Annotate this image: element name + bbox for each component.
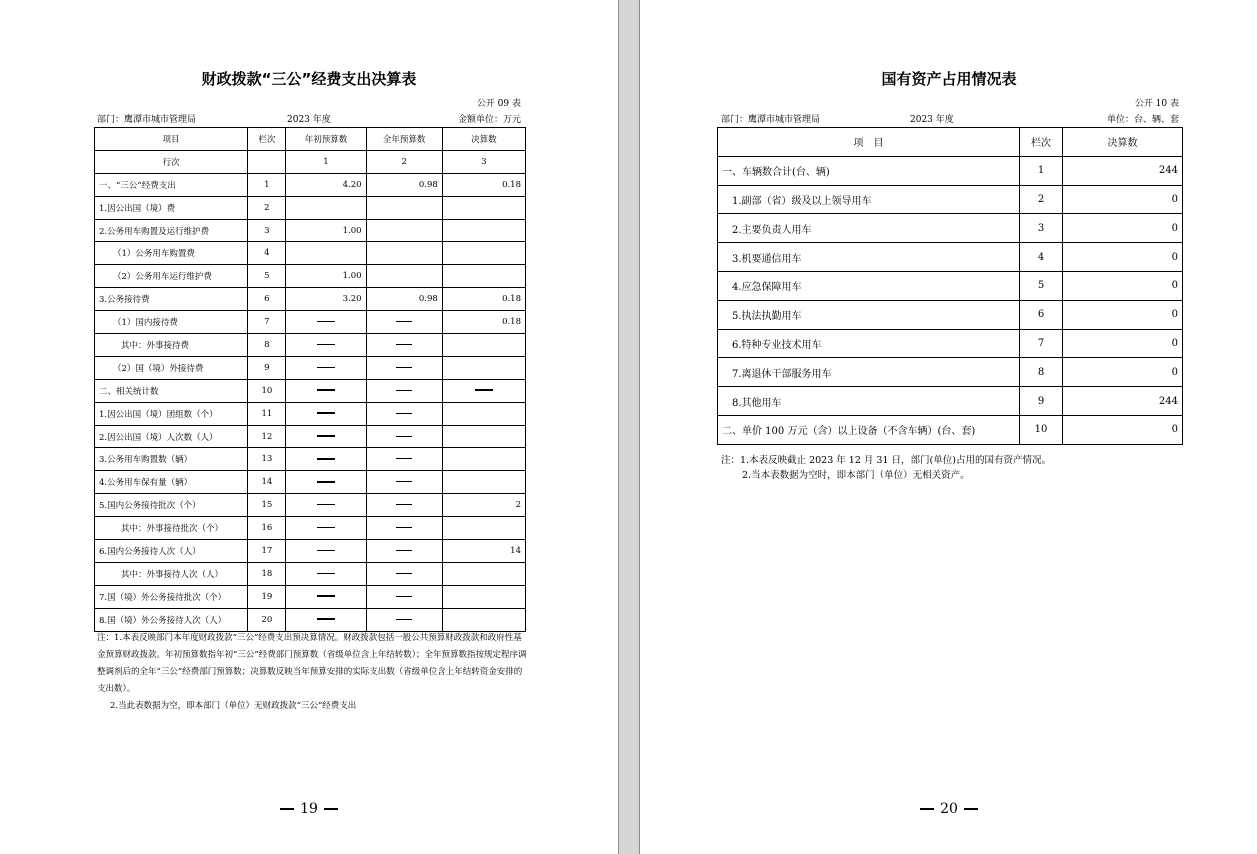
final-cell (442, 334, 525, 357)
item-cell: 4.公务用车保有量（辆） (95, 471, 248, 494)
budget-cell: 1.00 (286, 219, 366, 242)
table-row (718, 300, 1183, 329)
dash-mark (317, 595, 335, 597)
table-row (95, 196, 526, 219)
dash-mark (317, 481, 335, 483)
item-cell: 行次 (95, 150, 248, 173)
dash-mark (396, 390, 412, 391)
header-cell: 栏次 (1020, 128, 1063, 157)
budget-cell (286, 471, 366, 494)
table-row (95, 334, 526, 357)
full-year-budget-cell (366, 494, 442, 517)
state-assets-table (717, 127, 1183, 445)
dash-mark (317, 435, 335, 437)
budget-cell (286, 356, 366, 379)
item-cell: 3.公务接待费 (95, 288, 248, 311)
dash-mark (317, 573, 335, 575)
item-cell: 5.执法执勤用车 (718, 300, 1020, 329)
table-header-row (95, 128, 526, 151)
full-year-budget-cell (366, 356, 442, 379)
table-row (95, 150, 526, 173)
row-number-cell: 3 (1020, 214, 1063, 243)
final-cell: 0 (1063, 271, 1183, 300)
dash-mark (317, 550, 335, 552)
row-number-cell: 14 (248, 471, 286, 494)
final-cell: 244 (1063, 387, 1183, 416)
page-number: 20 (640, 801, 1257, 817)
row-number-cell: 19 (248, 585, 286, 608)
row-number-cell (248, 150, 286, 173)
row-number-cell: 2 (248, 196, 286, 219)
item-cell: 1.因公出国（境）费 (95, 196, 248, 219)
final-cell: 0.18 (442, 311, 525, 334)
full-year-budget-cell (366, 448, 442, 471)
dash-mark (396, 344, 412, 345)
final-cell (442, 471, 525, 494)
page-title: 国有资产占用情况表 (881, 70, 1017, 88)
item-cell: 一、车辆数合计(台、辆) (718, 156, 1020, 185)
table-row (95, 448, 526, 471)
budget-cell (286, 379, 366, 402)
full-year-budget-cell (366, 540, 442, 563)
full-year-budget-cell (366, 265, 442, 288)
item-cell: 其中：外事接待人次（人） (95, 562, 248, 585)
row-number-cell: 13 (248, 448, 286, 471)
dash-mark (317, 367, 335, 369)
final-cell (442, 402, 525, 425)
budget-cell (286, 494, 366, 517)
dash-mark (317, 389, 335, 391)
final-cell (442, 562, 525, 585)
table-row (95, 288, 526, 311)
full-year-budget-cell (366, 242, 442, 265)
item-cell: 1.副部（省）级及以上领导用车 (718, 185, 1020, 214)
header-cell: 栏次 (248, 128, 286, 151)
full-year-budget-cell (366, 471, 442, 494)
row-number-cell: 16 (248, 517, 286, 540)
final-cell (442, 608, 525, 631)
header-cell: 项目 (95, 128, 248, 151)
budget-cell (286, 242, 366, 265)
final-cell (442, 265, 525, 288)
table-row (718, 387, 1183, 416)
unit-label: 金额单位：万元 (457, 115, 521, 125)
table-row (95, 379, 526, 402)
row-number-cell: 10 (1020, 415, 1063, 444)
department-label: 部门：鹰潭市城市管理局 (721, 115, 821, 125)
final-cell: 14 (442, 540, 525, 563)
full-year-budget-cell: 0.98 (366, 288, 442, 311)
full-year-budget-cell (366, 219, 442, 242)
full-year-budget-cell (366, 402, 442, 425)
final-cell: 0 (1063, 214, 1183, 243)
final-cell: 0.18 (442, 173, 525, 196)
dash-mark (396, 413, 412, 414)
table-row (718, 415, 1183, 444)
dash-mark (317, 504, 335, 506)
header-cell: 决算数 (442, 128, 525, 151)
table-row (718, 358, 1183, 387)
table-row (95, 356, 526, 379)
table-row (95, 173, 526, 196)
form-number: 公开 10 表 (1134, 99, 1179, 109)
budget-cell (286, 448, 366, 471)
row-number-cell: 11 (248, 402, 286, 425)
final-cell: 3 (442, 150, 525, 173)
table-note-1: 注：1.本表反映截止 2023 年 12 月 31 日，部门(单位)占用的国有资产情况。 (721, 455, 1051, 466)
final-cell (442, 242, 525, 265)
row-number-cell: 18 (248, 562, 286, 585)
full-year-budget-cell (366, 517, 442, 540)
table-note-2: 2.当此表数据为空，即本部门（单位）无财政拨款“三公”经费支出 (110, 701, 357, 711)
header-cell: 年初预算数 (286, 128, 366, 151)
row-number-cell: 3 (248, 219, 286, 242)
table-row (718, 214, 1183, 243)
row-number-cell: 6 (1020, 300, 1063, 329)
item-cell: （2）国（境）外接待费 (95, 356, 248, 379)
item-cell: 3.公务用车购置数（辆） (95, 448, 248, 471)
dash-mark (396, 458, 412, 459)
table-row (95, 242, 526, 265)
item-cell: 二、单价 100 万元（含）以上设备（不含车辆）(台、套) (718, 415, 1020, 444)
table-row (718, 243, 1183, 272)
row-number-cell: 5 (1020, 271, 1063, 300)
item-cell: （1）国内接待费 (95, 311, 248, 334)
item-cell: 一、“三公”经费支出 (95, 173, 248, 196)
budget-cell (286, 517, 366, 540)
table-row (95, 608, 526, 631)
full-year-budget-cell: 2 (366, 150, 442, 173)
budget-cell (286, 196, 366, 219)
table-row (718, 329, 1183, 358)
final-cell: 0.18 (442, 288, 525, 311)
table-note-1: 注：1.本表反映部门本年度财政拨款“三公”经费支出预决算情况。财政拨款包括一般公共预算财政拨款和政府性基金预算财政拨款。年初预算数指年初“三公”经费部门预算数（省级单位含上年结转数）；全年预算数指按规定程序调整调剂后的全年“三公”经费部门预算数；决算数反映当年预算安排的实际支出数（省级单位含上年结转资金安排的支出数）。 (97, 633, 527, 694)
table-row (95, 425, 526, 448)
item-cell: 2.公务用车购置及运行维护费 (95, 219, 248, 242)
table-row (95, 311, 526, 334)
table-row (95, 265, 526, 288)
item-cell: 8.其他用车 (718, 387, 1020, 416)
item-cell: 5.国内公务接待批次（个） (95, 494, 248, 517)
final-cell (442, 517, 525, 540)
row-number-cell: 1 (1020, 156, 1063, 185)
budget-cell: 4.20 (286, 173, 366, 196)
budget-cell (286, 425, 366, 448)
budget-cell (286, 540, 366, 563)
item-cell: 6.国内公务接待人次（人） (95, 540, 248, 563)
page-number: 19 (0, 801, 618, 817)
final-cell (442, 356, 525, 379)
row-number-cell: 20 (248, 608, 286, 631)
header-cell: 全年预算数 (366, 128, 442, 151)
budget-cell (286, 311, 366, 334)
budget-cell (286, 562, 366, 585)
table-row (95, 585, 526, 608)
budget-cell (286, 608, 366, 631)
table-row (95, 540, 526, 563)
dash-mark (317, 412, 335, 414)
row-number-cell: 17 (248, 540, 286, 563)
table-row (718, 156, 1183, 185)
dash-mark (396, 596, 412, 597)
row-number-cell: 9 (1020, 387, 1063, 416)
dash-mark (317, 458, 335, 460)
year-label: 2023 年度 (910, 115, 954, 125)
final-cell: 2 (442, 494, 525, 517)
dash-mark (317, 344, 335, 346)
year-label: 2023 年度 (287, 115, 331, 125)
table-row (95, 517, 526, 540)
full-year-budget-cell (366, 562, 442, 585)
page-20 (639, 0, 1257, 854)
dash-mark (396, 481, 412, 482)
final-cell: 0 (1063, 329, 1183, 358)
final-cell: 0 (1063, 358, 1183, 387)
budget-cell: 1.00 (286, 265, 366, 288)
final-cell: 244 (1063, 156, 1183, 185)
full-year-budget-cell (366, 425, 442, 448)
item-cell: 8.国（境）外公务接待人次（人） (95, 608, 248, 631)
unit-label: 单位：台、辆、套 (1106, 115, 1179, 125)
final-cell: 0 (1063, 415, 1183, 444)
table-row (718, 185, 1183, 214)
row-number-cell: 12 (248, 425, 286, 448)
budget-cell: 3.20 (286, 288, 366, 311)
dash-mark (396, 321, 412, 322)
table-header-row (718, 128, 1183, 157)
row-number-cell: 9 (248, 356, 286, 379)
row-number-cell: 7 (248, 311, 286, 334)
page-19 (0, 0, 619, 854)
item-cell: 1.因公出国（境）团组数（个） (95, 402, 248, 425)
table-note-2: 2.当本表数据为空时，即本部门（单位）无相关资产。 (742, 470, 970, 481)
row-number-cell: 2 (1020, 185, 1063, 214)
final-cell (442, 219, 525, 242)
full-year-budget-cell (366, 311, 442, 334)
item-cell: 2.因公出国（境）人次数（人） (95, 425, 248, 448)
item-cell: 7.离退休干部服务用车 (718, 358, 1020, 387)
row-number-cell: 7 (1020, 329, 1063, 358)
full-year-budget-cell (366, 608, 442, 631)
dash-mark (396, 573, 412, 574)
item-cell: 6.特种专业技术用车 (718, 329, 1020, 358)
item-cell: 其中：外事接待批次（个） (95, 517, 248, 540)
item-cell: 7.国（境）外公务接待批次（个） (95, 585, 248, 608)
row-number-cell: 10 (248, 379, 286, 402)
table-row (95, 494, 526, 517)
row-number-cell: 4 (248, 242, 286, 265)
full-year-budget-cell (366, 334, 442, 357)
dash-mark (475, 389, 493, 391)
dash-mark (317, 527, 335, 529)
table-row (95, 402, 526, 425)
full-year-budget-cell (366, 196, 442, 219)
row-number-cell: 1 (248, 173, 286, 196)
dash-mark (396, 550, 412, 551)
dash-mark (317, 321, 335, 323)
budget-cell (286, 585, 366, 608)
table-row (95, 562, 526, 585)
dash-mark (396, 436, 412, 437)
final-cell (442, 425, 525, 448)
three-public-expense-table (94, 127, 526, 632)
final-cell (442, 585, 525, 608)
dash-mark (396, 619, 412, 620)
dash-mark (396, 504, 412, 505)
final-cell (442, 379, 525, 402)
final-cell: 0 (1063, 185, 1183, 214)
final-cell: 0 (1063, 243, 1183, 272)
final-cell (442, 196, 525, 219)
item-cell: （1）公务用车购置费 (95, 242, 248, 265)
row-number-cell: 6 (248, 288, 286, 311)
dash-mark (317, 618, 335, 620)
item-cell: 3.机要通信用车 (718, 243, 1020, 272)
table-row (95, 219, 526, 242)
form-number: 公开 09 表 (476, 99, 521, 109)
table-row (95, 471, 526, 494)
row-number-cell: 15 (248, 494, 286, 517)
header-cell: 项 目 (718, 128, 1020, 157)
item-cell: 2.主要负责人用车 (718, 214, 1020, 243)
full-year-budget-cell (366, 585, 442, 608)
final-cell: 0 (1063, 300, 1183, 329)
budget-cell (286, 402, 366, 425)
full-year-budget-cell: 0.98 (366, 173, 442, 196)
item-cell: 4.应急保障用车 (718, 271, 1020, 300)
row-number-cell: 5 (248, 265, 286, 288)
page-title: 财政拨款“三公”经费支出决算表 (201, 70, 417, 88)
table-row (718, 271, 1183, 300)
row-number-cell: 4 (1020, 243, 1063, 272)
row-number-cell: 8 (248, 334, 286, 357)
department-label: 部门：鹰潭市城市管理局 (97, 115, 197, 125)
row-number-cell: 8 (1020, 358, 1063, 387)
final-cell (442, 448, 525, 471)
budget-cell (286, 334, 366, 357)
item-cell: 其中：外事接待费 (95, 334, 248, 357)
budget-cell: 1 (286, 150, 366, 173)
item-cell: （2）公务用车运行维护费 (95, 265, 248, 288)
full-year-budget-cell (366, 379, 442, 402)
dash-mark (396, 527, 412, 528)
header-cell: 决算数 (1063, 128, 1183, 157)
item-cell: 二、相关统计数 (95, 379, 248, 402)
dash-mark (396, 367, 412, 368)
